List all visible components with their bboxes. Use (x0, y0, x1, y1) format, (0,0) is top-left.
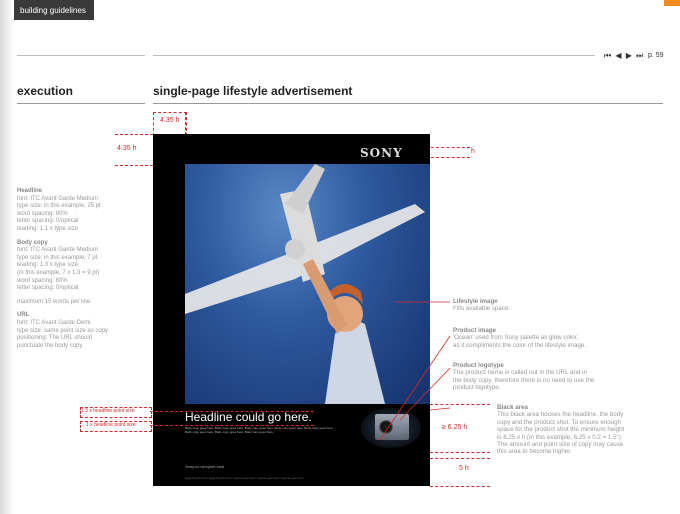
logo-height-label: h (471, 148, 475, 155)
ad-legal-line: Legal line goes here. Legal line goes here. Legal line goes here. Legal line goes here. Legal line goes here. (185, 477, 304, 480)
spec-line: font: ITC Avant Garde Medium (17, 247, 98, 254)
page-title: single-page lifestyle advertisement (153, 84, 353, 98)
spec-max-words: maximum 15 words per line (17, 298, 91, 305)
callout-line: is 6.25 x h (in this example, 6.25 x 0.2 = 1.5"). (497, 433, 623, 441)
black-area-height-label: ≥ 6.25 h (442, 424, 468, 431)
page-navigation[interactable]: ⏮ ◀ ▶ ⏭ (604, 51, 645, 60)
callout-line: 'Ocean' used from Sony palette as glow color, (453, 334, 579, 342)
spec-line: font: ITC Avant Garde Medium (17, 195, 98, 202)
callout-line: as it compliments the color of the lifestyle image. (453, 341, 587, 349)
ad-body-copy: Body copy goes here. Body copy goes here. Body copy goes here. Body copy goes here. Body copy goes here. Body copy goes here. Body copy goes here. Body copy goes here. (185, 426, 334, 434)
spec-line: punctuate the body copy (17, 342, 83, 349)
callout-title: Product image (453, 327, 496, 334)
callout-product-image (453, 327, 653, 349)
headline-1-label: 1 x headline point size (86, 422, 136, 428)
callout-line: This black area houses the headline, the body (497, 411, 624, 419)
callout-line: product logotype. (453, 384, 501, 392)
callout-product-logotype (453, 362, 653, 392)
callout-line: the body copy, therefore there is no need to use the (453, 376, 595, 384)
spec-line: leading: 1.3 x type size (17, 262, 79, 269)
spec-line: leading: 1.1 x type size (17, 225, 79, 232)
callout-lifestyle-image (453, 298, 653, 313)
spec-line: letter spacing: 0/optical (17, 285, 79, 292)
sony-logo: SONY (360, 146, 403, 160)
spec-line: type size: in this example, 25 pt (17, 203, 101, 210)
spec-line: word spacing: 80% (17, 277, 68, 284)
callout-line: Fills available space. (453, 305, 511, 313)
spec-line: type size: in this example, 7 pt (17, 254, 98, 261)
spec-line: positioning: The URL should (17, 335, 93, 342)
callout-line: The product name is called out in the URL and in (453, 369, 587, 377)
page-number: p. 59 (648, 52, 664, 59)
callout-line: space for the product shot the minimum height (497, 426, 625, 434)
callout-line: The amount and point size of copy may cause (497, 441, 624, 449)
spec-line: letter spacing: 0/optical (17, 218, 79, 225)
callout-line: this area to become higher. (497, 448, 572, 456)
bottom-margin-label: 5 h (459, 465, 469, 472)
left-margin-label: 4.35 h (117, 145, 137, 152)
top-margin-label: 4.35 h (160, 117, 180, 124)
callout-title: Product logotype (453, 362, 504, 369)
spec-line: (in this example, 7 x 1.3 = 9 pt) (17, 269, 100, 276)
spec-url-title: URL (17, 312, 30, 319)
callout-title: Lifestyle image (453, 298, 498, 305)
spec-line: type size: same point size as copy (17, 327, 109, 334)
spec-body-title: Body copy (17, 239, 48, 246)
ad-url: Sony.co.uk/cyber-shot (185, 464, 225, 469)
spec-line: font: ITC Avant Garde Demi (17, 319, 91, 326)
callout-line: copy and the product shot. To ensure enough (497, 418, 622, 426)
callout-black-area (497, 404, 672, 456)
spec-line: word spacing: 80% (17, 210, 68, 217)
left-section-title: execution (17, 84, 74, 98)
headline-1-3-label: 1.3 x headline point size (81, 408, 135, 414)
section-tab-label: building guidelines (20, 6, 86, 15)
spec-headline-title: Headline (17, 188, 43, 194)
ad-headline: Headline could go here. (185, 410, 312, 424)
callout-title: Black area (497, 404, 528, 411)
